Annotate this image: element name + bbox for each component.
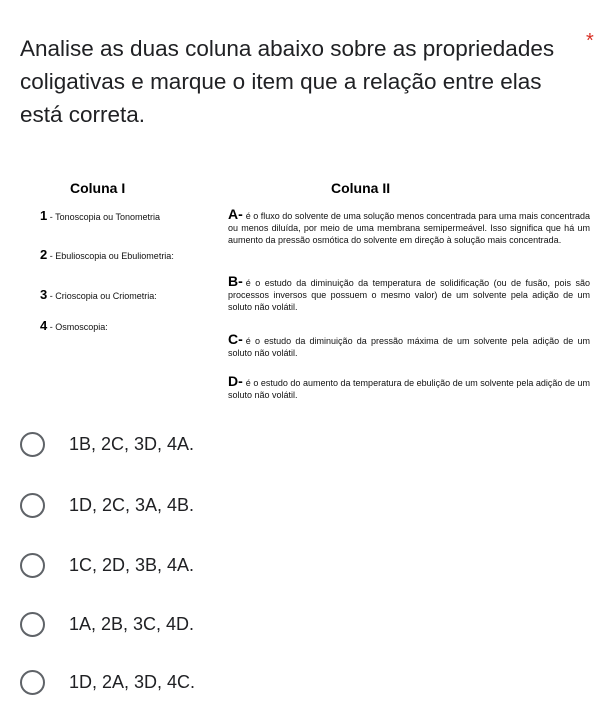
radio-button[interactable] — [20, 553, 45, 578]
radio-button[interactable] — [20, 612, 45, 637]
option-label[interactable]: 1C, 2D, 3B, 4A. — [69, 554, 195, 575]
item-text: - Osmoscopia: — [49, 322, 108, 332]
column-2-header: Coluna II — [331, 180, 391, 196]
item-text: é o estudo do aumento da temperatura de ebulição de um solvente pela adição de um soluto não volátil. — [228, 378, 590, 401]
column-1-item — [40, 289, 157, 302]
item-text: é o estudo da diminuição da temperatura de solidificação (ou de fusão, pois são processos inversos que possuem o mesmo valor) de um solvente pela adição de um soluto não volátil. — [228, 278, 590, 313]
item-letter: C- — [228, 331, 243, 347]
radio-button[interactable] — [20, 493, 45, 518]
option-label[interactable]: 1D, 2C, 3A, 4B. — [69, 494, 195, 515]
column-2-item — [228, 208, 590, 247]
item-number: 1 — [40, 208, 48, 223]
item-letter: A- — [228, 206, 243, 222]
item-text: - Tonoscopia ou Tonometria — [49, 212, 160, 222]
column-1-item — [40, 320, 108, 333]
column-1-item — [40, 249, 174, 262]
item-number: 2 — [40, 247, 48, 262]
option-3[interactable] — [20, 550, 194, 580]
option-label[interactable]: 1B, 2C, 3D, 4A. — [69, 433, 195, 454]
item-text: - Ebulioscopia ou Ebuliometria: — [49, 251, 174, 261]
item-number: 3 — [40, 287, 48, 302]
item-text: é o estudo da diminuição da pressão máxima de um solvente pela adição de um soluto não volátil. — [228, 336, 590, 359]
item-text: é o fluxo do solvente de uma solução menos concentrada para uma mais concentrada ou menos diluída, por meio de uma membrana semipermeável. Isso significa que há um aumento da pressão osmótica do solvente em direção à solução mais concentrada. — [228, 211, 590, 246]
column-2-item — [228, 375, 590, 401]
radio-button[interactable] — [20, 432, 45, 457]
question-title: Analise as duas coluna abaixo sobre as propriedades coligativas e marque o item que a relação entre elas está correta. — [20, 36, 555, 127]
item-letter: B- — [228, 273, 243, 289]
required-indicator: * — [586, 30, 594, 52]
question-image — [18, 170, 603, 410]
option-label[interactable]: 1A, 2B, 3C, 4D. — [69, 613, 195, 634]
option-5[interactable] — [20, 667, 195, 697]
option-4[interactable] — [20, 609, 194, 639]
item-letter: D- — [228, 373, 243, 389]
option-2[interactable] — [20, 490, 194, 520]
option-1[interactable] — [20, 429, 194, 459]
column-1-item — [40, 210, 160, 223]
column-1-header: Coluna I — [70, 180, 126, 196]
option-label[interactable]: 1D, 2A, 3D, 4C. — [69, 671, 196, 692]
item-number: 4 — [40, 318, 48, 333]
item-text: - Crioscopia ou Criometria: — [49, 291, 157, 301]
column-2-item — [228, 275, 590, 314]
radio-button[interactable] — [20, 670, 45, 695]
column-2-item — [228, 333, 590, 359]
